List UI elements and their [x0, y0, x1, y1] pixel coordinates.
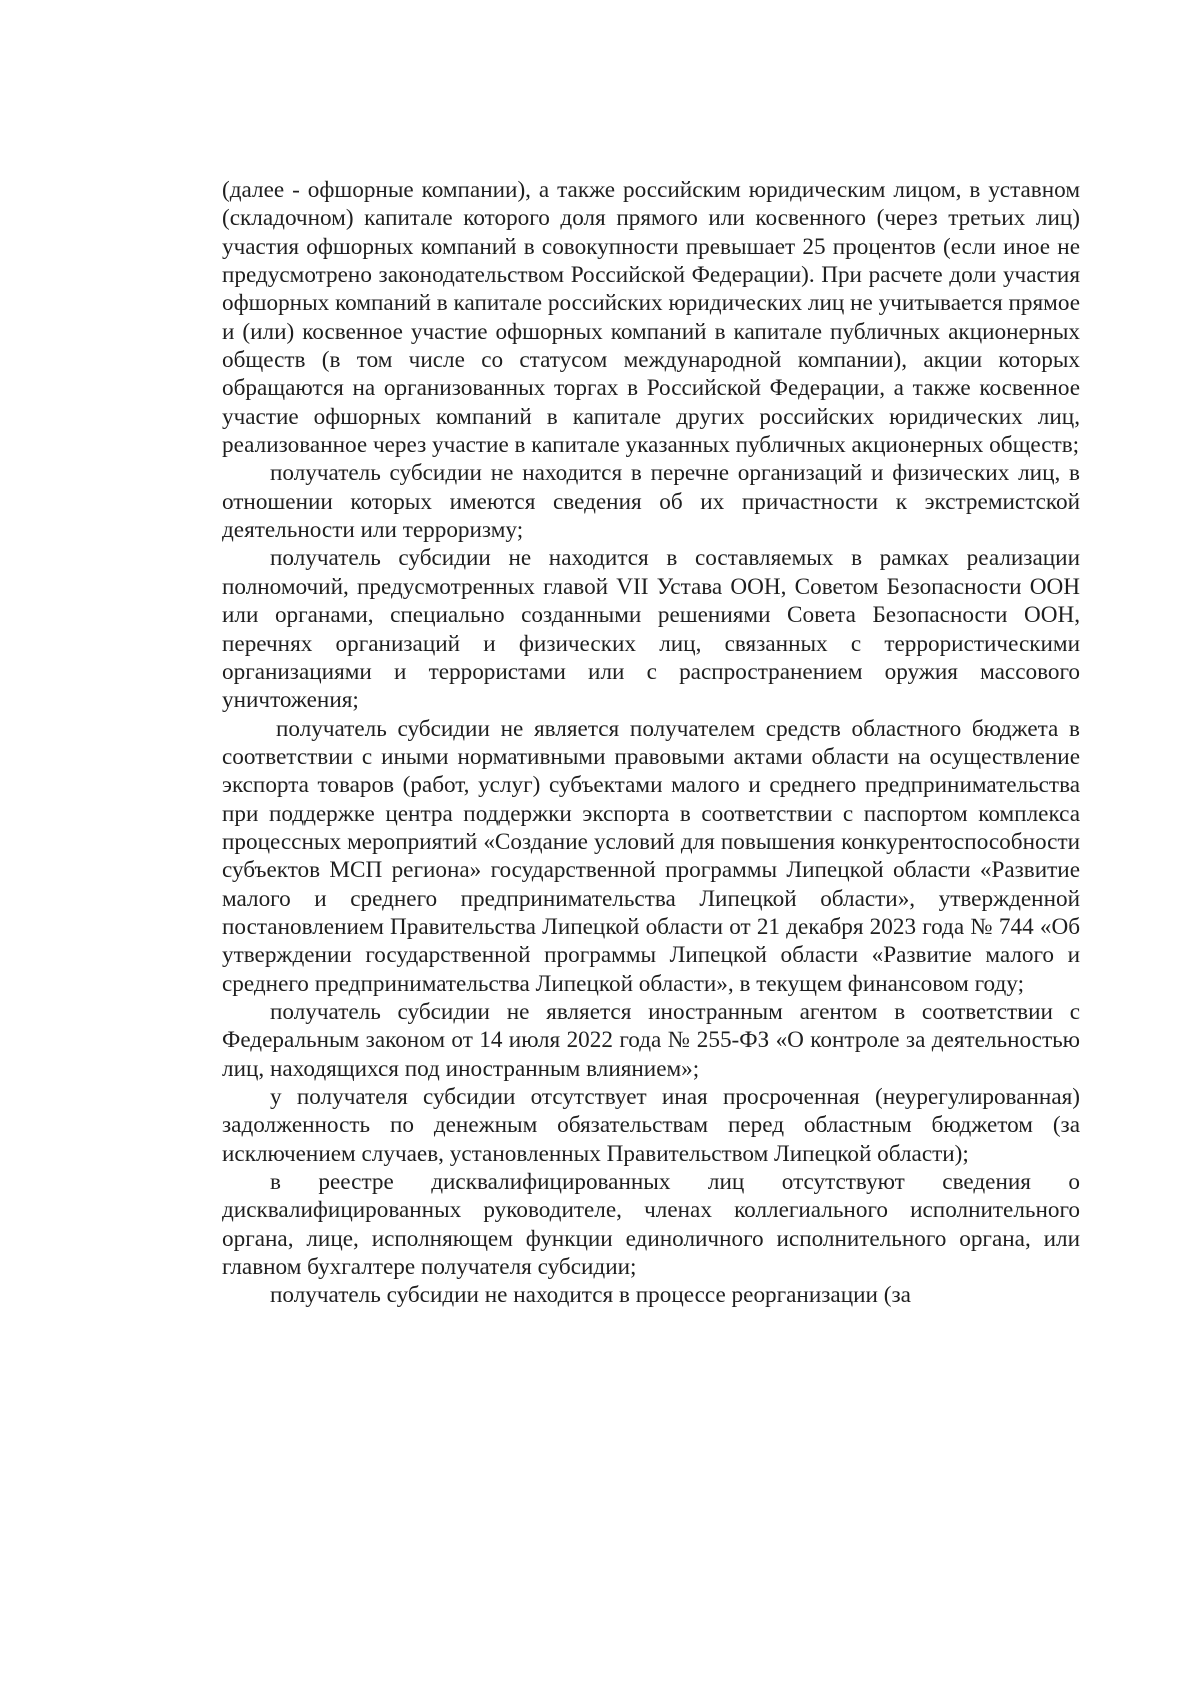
paragraph-extremism-list: получатель субсидии не находится в перечне организаций и физических лиц, в отношении которых имеются сведения об их причастности к экстремистской деятельности или терроризму; — [222, 460, 1080, 544]
paragraph-disqualified-persons: в реестре дисквалифицированных лиц отсутствуют сведения о дисквалифицированных руководителе, членах коллегиального исполнительного органа, лице, исполняющем функции единоличного исполнительного органа, или главном бухгалтере получателя субсидии; — [222, 1169, 1080, 1281]
paragraph-regional-budget-support: получатель субсидии не является получателем средств областного бюджета в соответствии с иными нормативными правовыми актами области на осуществление экспорта товаров (работ, услуг) субъектами малого и среднего предпринимательства при поддержке центра поддержки экспорта в соответствии с паспортом комплекса процессных мероприятий «Создание условий для повышения конкурентоспособности субъектов МСП региона» государственной программы Липецкой области «Развитие малого и среднего предпринимательства Липецкой области», утвержденной постановлением Правительства Липецкой области от 21 декабря 2023 года № 744 «Об утверждении государственной программы Липецкой области «Развитие малого и среднего предпринимательства Липецкой области», в текущем финансовом году; — [222, 715, 1080, 997]
document-body — [222, 176, 1080, 1310]
paragraph-foreign-agent: получатель субсидии не является иностранным агентом в соответствии с Федеральным законом от 14 июля 2022 года № 255-ФЗ «О контроле за деятельностью лиц, находящихся под иностранным влиянием»; — [222, 998, 1080, 1082]
paragraph-offshore-continuation: (далее - офшорные компании), а также российским юридическим лицом, в уставном (складочном) капитале которого доля прямого или косвенного (через третьих лиц) участия офшорных компаний в совокупности превышает 25 процентов (если иное не предусмотрено законодательством Российской Федерации). При расчете доли участия офшорных компаний в капитале российских юридических лиц не учитывается прямое и (или) косвенное участие офшорных компаний в капитале публичных акционерных обществ (в том числе со статусом международной компании), акции которых обращаются на организованных торгах в Российской Федерации, а также косвенное участие офшорных компаний в капитале других российских юридических лиц, реализованное через участие в капитале указанных публичных акционерных обществ; — [222, 177, 1080, 459]
paragraph-un-security-council-list: получатель субсидии не находится в составляемых в рамках реализации полномочий, предусмотренных главой VII Устава ООН, Советом Безопасности ООН или органами, специально созданными решениями Совета Безопасности ООН, перечнях организаций и физических лиц, связанных с террористическими организациями и террористами или с распространением оружия массового уничтожения; — [222, 545, 1080, 714]
paragraph-reorganization: получатель субсидии не находится в процессе реорганизации (за — [270, 1282, 911, 1309]
paragraph-overdue-debt: у получателя субсидии отсутствует иная просроченная (неурегулированная) задолженность по денежным обязательствам перед областным бюджетом (за исключением случаев, установленных Правительством Липецкой области); — [222, 1084, 1080, 1167]
